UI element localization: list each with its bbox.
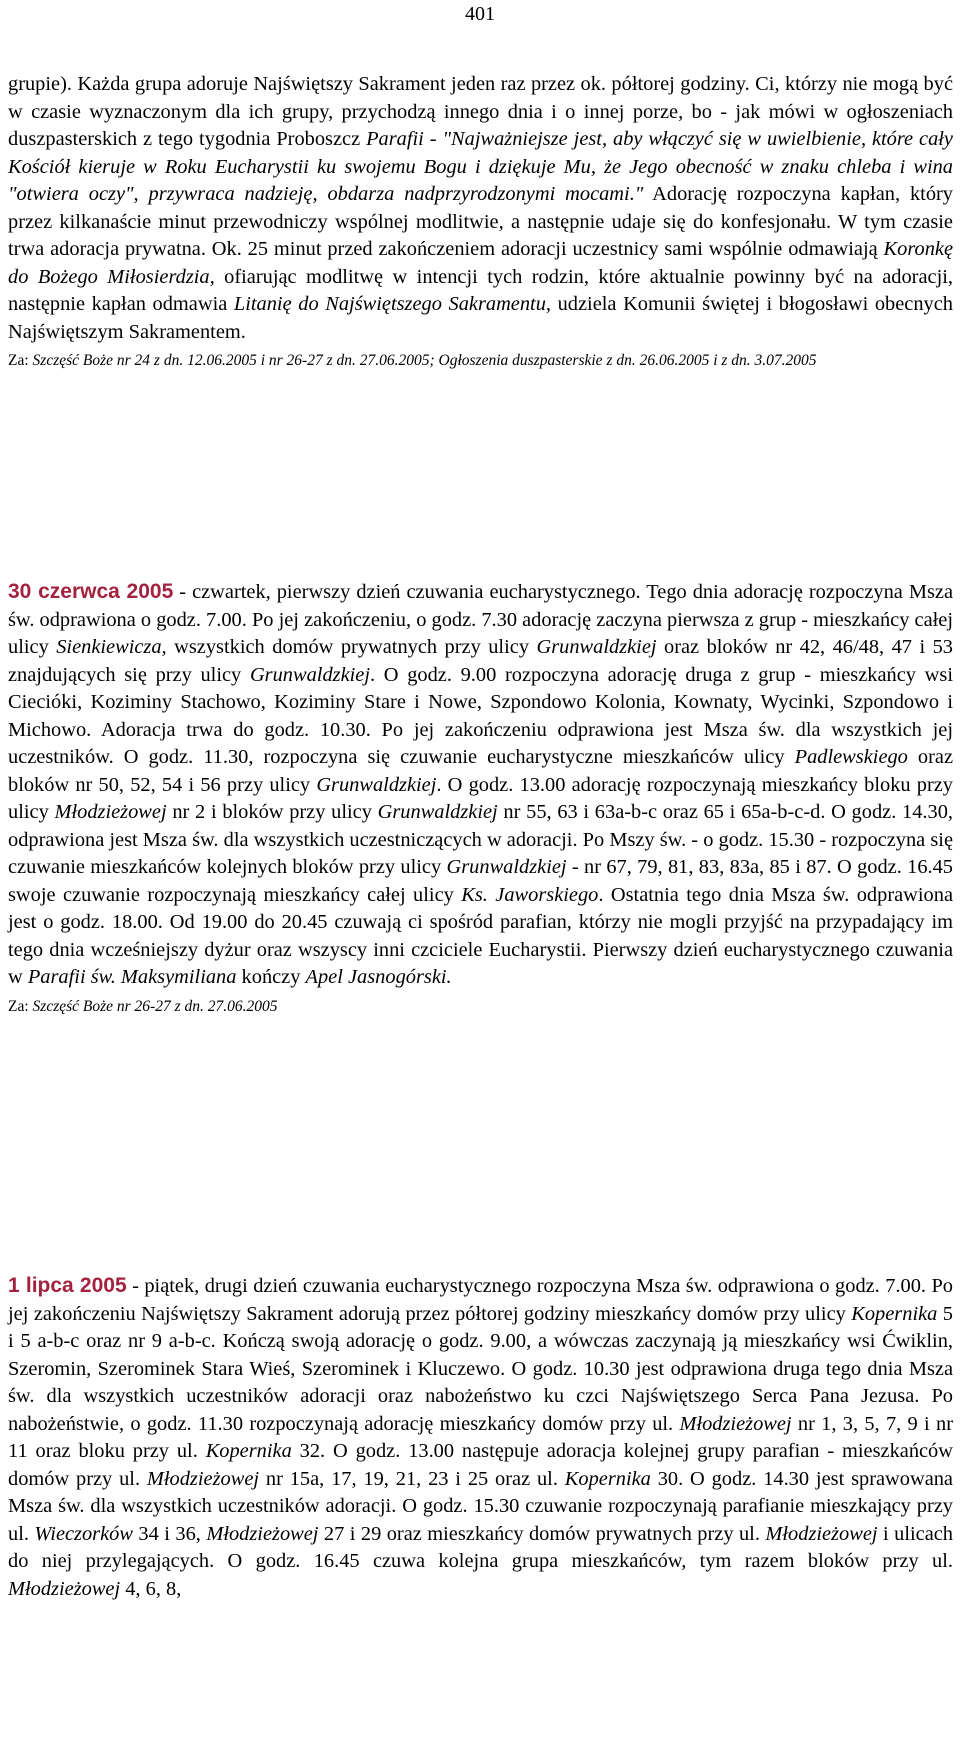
- text: nr 55, 63 i 63a-b-c oraz 65 i 65a-b-c-d. O godz. 14.30, odprawiona jest Msza św. dla wszystkich uczestniczących w adoracji. Po Mszy św. - o godz. 15.30 - rozpoczyna się czuwanie mieszkańców kolejnych bloków przy ulicy: [8, 801, 953, 878]
- text: ofiarując modlitwę w intencji tych rodzin, które aktualnie powinny być na adoracji, następnie kapłan odmawia: [8, 265, 953, 315]
- text: - nr 67, 79, 81, 83, 83a, 85 i 87. O godz. 16.45 swoje czuwanie rozpoczynają mieszkańcy całej ulicy: [8, 856, 954, 906]
- text: . O godz. 13.00 adorację rozpoczynają mieszkańcy bloku przy ulicy: [8, 773, 954, 823]
- street-name: Młodzieżowej: [146, 1467, 260, 1490]
- text: kończy: [236, 966, 306, 988]
- quote-italic: Parafii - "Najważniejsze jest, aby włączyć się w uwielbienie, które cały Kościół kieruje w Roku Eucharystii ku swojemu Bogu i dziękuje Mu, że Jego obecność w znaku chleba i wina "otwiera oczy", przywraca nadzieję, obdarza nadprzyrodzonymi mocami.": [8, 128, 953, 205]
- street-name: Kopernika: [564, 1467, 651, 1490]
- text: 34 i 36,: [132, 1522, 207, 1545]
- street-name: Młodzieżowej: [54, 801, 167, 823]
- street-name: Padlewskiego: [794, 746, 908, 768]
- parish-name: Parafii św. Maksymiliana: [27, 966, 237, 988]
- date-heading: 1 lipca 2005: [8, 1274, 127, 1297]
- text: 30. O godz. 14.30 jest sprawowana Msza św. dla wszystkich uczestników adoracji. O godz. 15.30 czuwanie rozpoczynają parafianie mieszkający przy ul.: [8, 1467, 953, 1545]
- date-heading: 30 czerwca 2005: [8, 580, 174, 603]
- street-name: Grunwaldzkiej: [536, 636, 657, 658]
- source-citation: [8, 352, 817, 369]
- text: Adorację rozpoczyna kapłan, który przez kilkanaście minut przewodniczy wspólnej modlitwie, a następnie udaje się do konfesjonału. W tym czasie trwa adoracja prywatna. Ok. 25 minut przed zakończeniem adoracji uczestnicy sami wspólnie odmawiają: [8, 183, 954, 260]
- source-prefix: Za:: [8, 352, 33, 369]
- text: wszystkich domów prywatnych przy ulicy: [166, 636, 537, 658]
- source-citation: [8, 998, 278, 1015]
- text: oraz bloków nr 42, 46/48, 47 i 53 znajdujących się przy ulicy: [8, 636, 953, 686]
- text: 27 i 29 oraz mieszkańcy domów prywatnych przy ul.: [318, 1522, 766, 1545]
- text: 5 i 5 a-b-c oraz nr 9 a-b-c. Kończą swoją adorację o godz. 9.00, a wówczas zaczynają ją mieszkańcy wsi Ćwiklin, Szeromin, Szerominek Stara Wieś, Szerominek i Kluczewo. O godz. 10.30 jest odprawiona druga tego dnia Msza św. dla wszystkich uczestników adoracji oraz nabożeństwo ku czci Najświętszego Serca Pana Jezusa. Po nabożeństwie, o godz. 11.30 rozpoczynają adorację mieszkańcy domów przy ul.: [8, 1302, 953, 1435]
- text: nr 15a, 17, 19, 21, 23 i 25 oraz ul.: [259, 1467, 565, 1490]
- street-name: Grunwaldzkiej: [446, 856, 567, 878]
- street-name: Grunwaldzkiej: [249, 663, 371, 686]
- source-text: Szczęść Boże nr 24 z dn. 12.06.2005 i nr 26-27 z dn. 27.06.2005; Ogłoszenia duszpasterskie z dn. 26.06.2005 i z dn. 3.07.2005: [32, 352, 817, 369]
- street-name: Grunwaldzkiej: [316, 773, 437, 796]
- street-name: Młodzieżowej: [206, 1522, 319, 1545]
- text: nr 1, 3, 5, 7, 9 i nr 11 oraz bloku przy ul.: [8, 1412, 953, 1462]
- prayer-title: Koronkę do Bożego Miłosierdzia,: [8, 238, 953, 288]
- street-name: Grunwaldzkiej: [377, 801, 498, 823]
- text: . O godz. 9.00 rozpoczyna adorację druga z grup - mieszkańcy wsi Ciecióki, Koziminy Stachowo, Koziminy Stare i Nowe, Szpondowo Kolonia, Kownaty, Wycinki, Szpondowo i Michowo. Adoracja trwa do godz. 10.30. Po jej zakończeniu odprawiona jest Msza św. dla wszystkich jej uczestników. O godz. 11.30, rozpoczyna się czuwanie eucharystyczne mieszkańców ulicy: [8, 663, 953, 768]
- text: - piątek, drugi dzień czuwania eucharystycznego rozpoczyna Msza św. odprawiona o godz. 7.00. Po jej zakończeniu Najświętszy Sakrament adorują przez półtorej godziny mieszkańcy domów przy ulicy: [8, 1275, 954, 1325]
- text: 4, 6, 8,: [120, 1577, 182, 1600]
- street-name: Kopernika: [205, 1440, 292, 1462]
- text: 32. O godz. 13.00 następuje adoracja kolejnej grupy parafian - mieszkańców domów przy ul.: [8, 1440, 953, 1490]
- street-name: Sienkiewicza,: [56, 636, 167, 658]
- source-prefix: Za:: [8, 997, 33, 1015]
- source-text: Szczęść Boże nr 26-27 z dn. 27.06.2005: [32, 997, 278, 1015]
- street-name: Wieczorków: [34, 1522, 133, 1545]
- paragraph-adoration-groups: [8, 71, 953, 374]
- text: , udziela Komunii świętej i błogosławi obecnych Najświętszym Sakramentem.: [8, 293, 953, 343]
- street-name: Młodzieżowej: [679, 1412, 792, 1435]
- prayer-title: Apel Jasnogórski.: [305, 966, 452, 988]
- street-name: Kopernika: [851, 1302, 938, 1325]
- text: nr 2 i bloków przy ulicy: [166, 801, 378, 823]
- prayer-title: Litanię do Najświętszego Sakramentu: [233, 293, 546, 315]
- text: i ulicach do niej przylegających. O godz. 16.45 czuwa kolejna grupa mieszkańców, tym razem bloków przy ul.: [8, 1522, 953, 1572]
- page-number: 401: [465, 3, 495, 25]
- street-name: Ks. Jaworskiego: [461, 883, 599, 906]
- text: . Ostatnia tego dnia Msza św. odprawiona jest o godz. 18.00. Od 19.00 do 20.45 czuwają ci spośród parafian, którzy nie mogli przyjść na przypadający im tego dnia wcześniejszy dyżur oraz wszyscy inni czciciele Eucharystii. Pierwszy dzień eucharystycznego czuwania w: [8, 883, 953, 988]
- text: - czwartek, pierwszy dzień czuwania eucharystycznego. Tego dnia adorację rozpoczyna Msza św. odprawiona o godz. 7.00. Po jej zakończeniu, o godz. 7.30 adorację zaczyna pierwsza z grup - mieszkańcy całej ulicy: [8, 581, 954, 658]
- paragraph-june-30: [8, 578, 953, 1019]
- street-name: Młodzieżowej: [765, 1522, 878, 1545]
- street-name: Młodzieżowej: [8, 1577, 121, 1600]
- text: oraz bloków nr 50, 52, 54 i 56 przy ulicy: [8, 746, 953, 796]
- paragraph-july-1: [8, 1272, 953, 1603]
- text: grupie). Każda grupa adoruje Najświętszy Sakrament jeden raz przez ok. półtorej godziny. Ci, którzy nie mogą być w czasie wyznaczonym dla ich grupy, przychodzą innego dnia i o innej porze, bo - jak mówi w ogłoszeniach duszpasterskich z tego tygodnia Proboszcz: [8, 73, 953, 150]
